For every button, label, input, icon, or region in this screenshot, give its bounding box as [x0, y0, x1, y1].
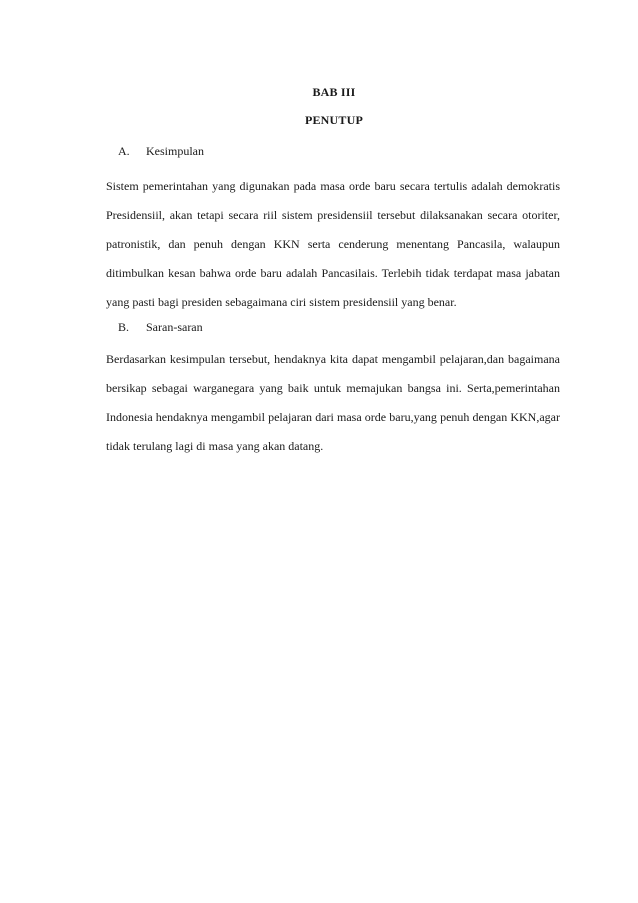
section-number: B. [118, 320, 130, 334]
section-title: Saran-saran [146, 320, 203, 334]
paragraph-saran: Berdasarkan kesimpulan tersebut, hendaknya kita dapat mengambil pelajaran,dan bagaimana bersikap sebagai warganegara yang baik untuk memajukan bangsa ini. Serta,pemerintahan Indonesia hendaknya mengambil pelajaran dari masa orde baru,yang penuh dengan KKN,agar tidak terulang lagi di masa yang akan datang. [106, 352, 560, 453]
section-heading-saran [118, 320, 203, 335]
paragraph-kesimpulan: Sistem pemerintahan yang digunakan pada masa orde baru secara tertulis adalah demokratis Presidensiil, akan tetapi secara riil sistem presidensiil tersebut dilaksanakan secara otoriter, patronistik, dan penuh dengan KKN serta cenderung menentang Pancasila, walaupun ditimbulkan kesan bahwa orde baru adalah Pancasilais. Terlebih tidak terdapat masa jabatan yang pasti bagi presiden sebagaimana ciri sistem presidensiil yang benar. [106, 179, 560, 309]
chapter-number: BAB III [312, 85, 356, 99]
chapter-title: PENUTUP [304, 113, 364, 127]
section-heading-kesimpulan [118, 144, 204, 159]
section-title: Kesimpulan [146, 144, 204, 158]
section-number: A. [118, 144, 130, 158]
